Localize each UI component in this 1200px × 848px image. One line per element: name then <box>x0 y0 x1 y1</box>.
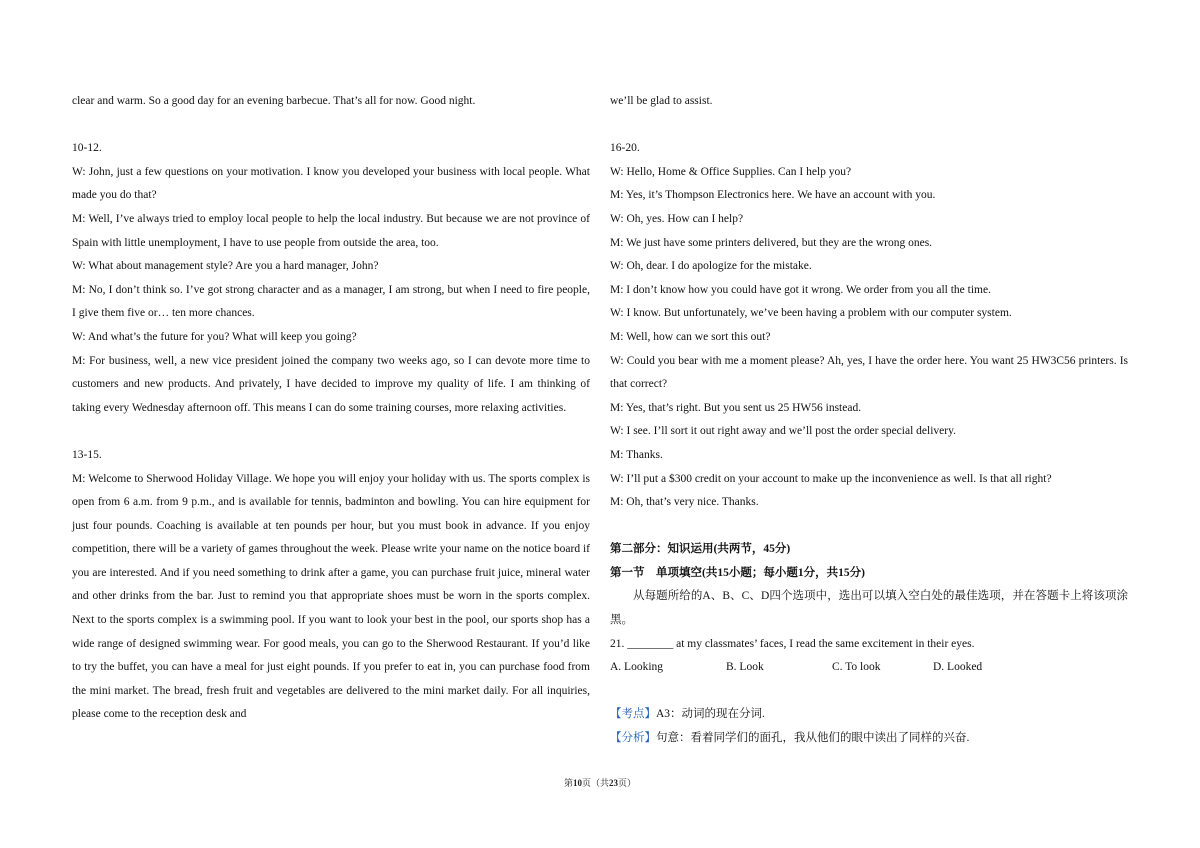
footer-total-pages: 23 <box>609 778 618 788</box>
spacer <box>610 114 1128 138</box>
paragraph: W: What about management style? Are you a hard manager, John? <box>72 260 379 273</box>
analysis-fenxi <box>610 727 1128 751</box>
section-heading: 第一节 单项填空(共15小题；每小题1分，共15分) <box>610 566 865 579</box>
paragraph: W: I see. I’ll sort it out right away and we’ll post the order special delivery. <box>610 425 956 438</box>
spacer <box>72 420 590 444</box>
paragraph: M: Yes, it’s Thompson Electronics here. We have an account with you. <box>610 189 936 202</box>
paragraph: M: Well, I’ve always tried to employ local people to help the local industry. But because we are not province of Spain with little unemployment, I have to use people from outside the area, too. <box>72 212 590 249</box>
paragraph: M: Thanks. <box>610 448 663 461</box>
paragraph: M: Well, how can we sort this out? <box>610 330 771 343</box>
left-column <box>72 90 590 727</box>
paragraph: 16-20. <box>610 142 640 155</box>
footer-suffix: 页） <box>618 778 637 788</box>
paragraph: M: We just have some printers delivered, but they are the wrong ones. <box>610 236 933 249</box>
paragraph: 从每题所给的A、B、C、D四个选项中，选出可以填入空白处的最佳选项，并在答题卡上将该项涂黑。 <box>610 590 1128 627</box>
option-d: D. Looked <box>933 661 983 674</box>
analysis-kaodian <box>610 703 1128 727</box>
paragraph: M: Welcome to Sherwood Holiday Village. We hope you will enjoy your holiday with us. The sports complex is open from 6 a.m. from 9 p.m., and is available for tennis, badminton and bowling. You can hire equipment for just four pounds. Coaching is available at ten pounds per hour, but you must book in advance. If you enjoy competition, there will be a variety of games throughout the week. Please write your name on the notice board if you are interested. And if you need something to drink after a game, you can purchase fruit juice, mineral water and other drinks from the bar. Just to remind you that appropriate shoes must be worn in the sports complex. Next to the sports complex is a swimming pool. If you want to look your best in the pool, our sports shop has a wide range of designed swimming wear. For good meals, you can go to the Sherwood Restaurant. If you’d like to try the buffet, you can have a meal for just eight pounds. If you prefer to eat in, you can purchase food from the mini market. The bread, fresh fruit and vegetables are delivered to the mini market daily. For all inquiries, please come to the reception desk and <box>72 472 590 721</box>
option-b: B. Look <box>726 661 764 674</box>
paragraph: W: Could you bear with me a moment please? Ah, yes, I have the order here. You want 25 HW3C56 printers. Is that correct? <box>610 354 1128 391</box>
question-options <box>610 656 1128 680</box>
paragraph: W: Oh, dear. I do apologize for the mistake. <box>610 260 812 273</box>
paragraph: we’ll be glad to assist. <box>610 95 713 107</box>
paragraph: W: John, just a few questions on your motivation. I know you developed your business with local people. What made you do that? <box>72 165 590 202</box>
spacer <box>72 114 590 138</box>
fenxi-text: 句意：看着同学们的面孔，我从他们的眼中读出了同样的兴奋. <box>656 732 970 745</box>
kaodian-text: A3：动词的现在分词. <box>656 708 765 721</box>
section-heading: 第二部分：知识运用(共两节，45分) <box>610 543 791 556</box>
footer-middle: 页（共 <box>581 778 609 788</box>
paragraph: M: Yes, that’s right. But you sent us 25 HW56 instead. <box>610 401 862 414</box>
spacer <box>610 515 1128 539</box>
kaodian-tag: 【考点】 <box>610 708 656 721</box>
paragraph: W: And what’s the future for you? What will keep you going? <box>72 330 357 343</box>
paragraph: M: No, I don’t think so. I’ve got strong character and as a manager, I am strong, but when I need to fire people, I give them five or… ten more chances. <box>72 283 590 320</box>
question-stem: 21. ________ at my classmates’ faces, I read the same excitement in their eyes. <box>610 637 975 650</box>
paragraph: W: I know. But unfortunately, we’ve been having a problem with our computer system. <box>610 307 1012 320</box>
option-c: C. To look <box>832 661 881 674</box>
paragraph: clear and warm. So a good day for an evening barbecue. That’s all for now. Good night. <box>72 95 476 107</box>
footer-page-number: 10 <box>572 778 582 788</box>
paragraph: M: For business, well, a new vice president joined the company two weeks ago, so I can devote more time to customers and new products. And privately, I have decided to improve my quality of life. I am thinking of taking every Wednesday afternoon off. This means I can do some training courses, more relaxing activities. <box>72 354 590 414</box>
footer-prefix: 第 <box>563 778 573 788</box>
paragraph: 10-12. <box>72 142 102 155</box>
page-footer <box>0 776 1200 789</box>
fenxi-tag: 【分析】 <box>610 732 656 745</box>
paragraph: W: I’ll put a $300 credit on your account to make up the inconvenience as well. Is that all right? <box>610 472 1052 485</box>
spacer <box>610 680 1128 704</box>
paragraph: 13-15. <box>72 448 102 461</box>
paragraph: W: Hello, Home & Office Supplies. Can I help you? <box>610 165 852 178</box>
right-column <box>610 90 1128 751</box>
paragraph: M: Oh, that’s very nice. Thanks. <box>610 496 759 509</box>
paragraph: W: Oh, yes. How can I help? <box>610 212 744 225</box>
paragraph: M: I don’t know how you could have got it wrong. We order from you all the time. <box>610 283 991 296</box>
option-a: A. Looking <box>610 661 664 674</box>
right-paragraphs <box>610 90 1128 633</box>
